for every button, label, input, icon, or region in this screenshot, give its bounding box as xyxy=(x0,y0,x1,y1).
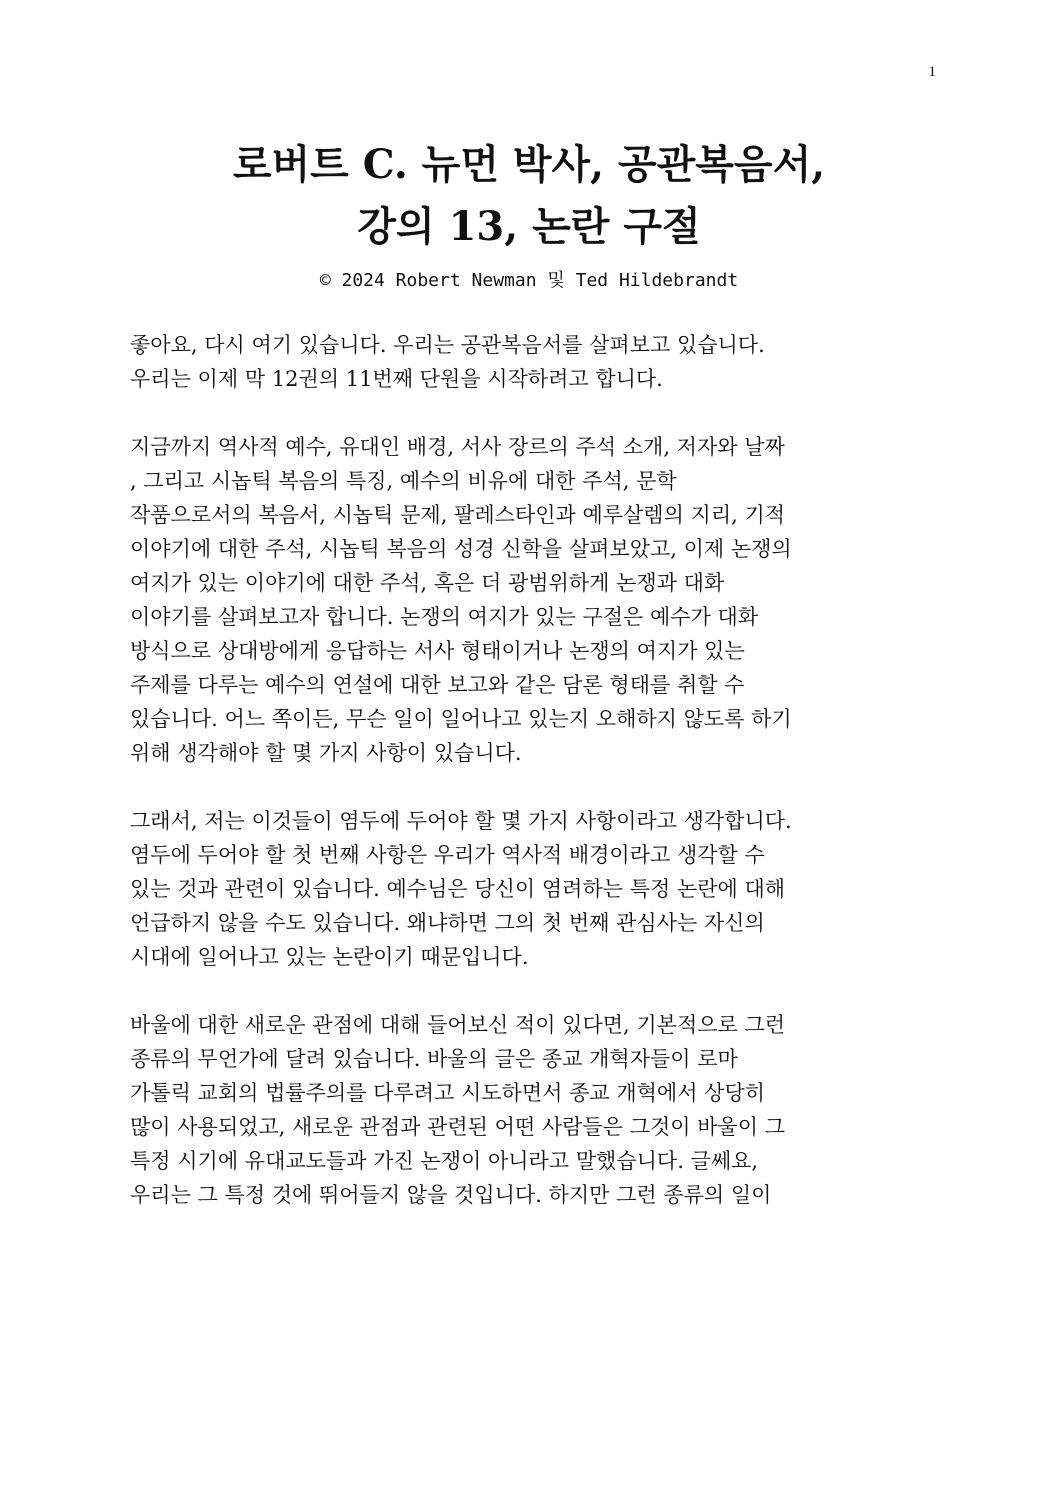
copyright-notice: © 2024 Robert Newman 및 Ted Hildebrandt xyxy=(319,270,739,291)
text-line: 있습니다. 어느 쪽이든, 무슨 일이 일어나고 있는지 오해하지 않도록 하기 xyxy=(130,707,792,731)
paragraph-4 xyxy=(130,1008,930,1212)
paragraph-2 xyxy=(130,430,930,770)
text-line: 이야기에 대한 주석, 시놉틱 복음의 성경 신학을 살펴보았고, 이제 논쟁의 xyxy=(130,537,792,561)
text-line: 종류의 무언가에 달려 있습니다. 바울의 글은 종교 개혁자들이 로마 xyxy=(130,1047,738,1071)
text-line: 여지가 있는 이야기에 대한 주석, 혹은 더 광범위하게 논쟁과 대화 xyxy=(130,571,725,595)
body-text xyxy=(130,328,930,1246)
text-line: 시대에 일어나고 있는 논란이기 때문입니다. xyxy=(130,945,529,969)
text-line: 많이 사용되었고, 새로운 관점과 관련된 어떤 사람들은 그것이 바울이 그 xyxy=(130,1115,786,1139)
text-line: 작품으로서의 복음서, 시놉틱 문제, 팔레스타인과 예루살렘의 지리, 기적 xyxy=(130,503,786,527)
text-line: 가톨릭 교회의 법률주의를 다루려고 시도하면서 종교 개혁에서 상당히 xyxy=(130,1081,766,1105)
text-line: 좋아요, 다시 여기 있습니다. 우리는 공관복음서를 살펴보고 있습니다. xyxy=(130,333,765,357)
text-line: 그래서, 저는 이것들이 염두에 두어야 할 몇 가지 사항이라고 생각합니다. xyxy=(130,809,792,833)
text-line: 염두에 두어야 할 첫 번째 사항은 우리가 역사적 배경이라고 생각할 수 xyxy=(130,843,765,867)
text-line: 주제를 다루는 예수의 연설에 대한 보고와 같은 담론 형태를 취할 수 xyxy=(130,673,745,697)
document-title xyxy=(0,134,1058,258)
text-line: 특정 시기에 유대교도들과 가진 논쟁이 아니라고 말했습니다. 글쎄요, xyxy=(130,1149,759,1173)
text-line: 이야기를 살펴보고자 합니다. 논쟁의 여지가 있는 구절은 예수가 대화 xyxy=(130,605,759,629)
title-line-1: 로버트 C. 뉴먼 박사, 공관복음서, xyxy=(232,141,826,188)
text-line: 위해 생각해야 할 몇 가지 사항이 있습니다. xyxy=(130,741,522,765)
paragraph-1 xyxy=(130,328,930,396)
paragraph-3 xyxy=(130,804,930,974)
text-line: 우리는 그 특정 것에 뛰어들지 않을 것입니다. 하지만 그런 종류의 일이 xyxy=(130,1183,772,1207)
text-line: 있는 것과 관련이 있습니다. 예수님은 당신이 염려하는 특정 논란에 대해 xyxy=(130,877,786,901)
title-line-2: 강의 13, 논란 구절 xyxy=(357,203,701,250)
text-line: 바울에 대한 새로운 관점에 대해 들어보신 적이 있다면, 기본적으로 그런 xyxy=(130,1013,786,1037)
text-line: 언급하지 않을 수도 있습니다. 왜냐하면 그의 첫 번째 관심사는 자신의 xyxy=(130,911,765,935)
text-line: 지금까지 역사적 예수, 유대인 배경, 서사 장르의 주석 소개, 저자와 날짜 xyxy=(130,435,785,459)
page-number: 1 xyxy=(928,64,936,80)
text-line: 우리는 이제 막 12권의 11번째 단원을 시작하려고 합니다. xyxy=(130,367,663,391)
text-line: 방식으로 상대방에게 응답하는 서사 형태이거나 논쟁의 여지가 있는 xyxy=(130,639,745,663)
text-line: , 그리고 시놉틱 복음의 특징, 예수의 비유에 대한 주석, 문학 xyxy=(130,469,677,493)
